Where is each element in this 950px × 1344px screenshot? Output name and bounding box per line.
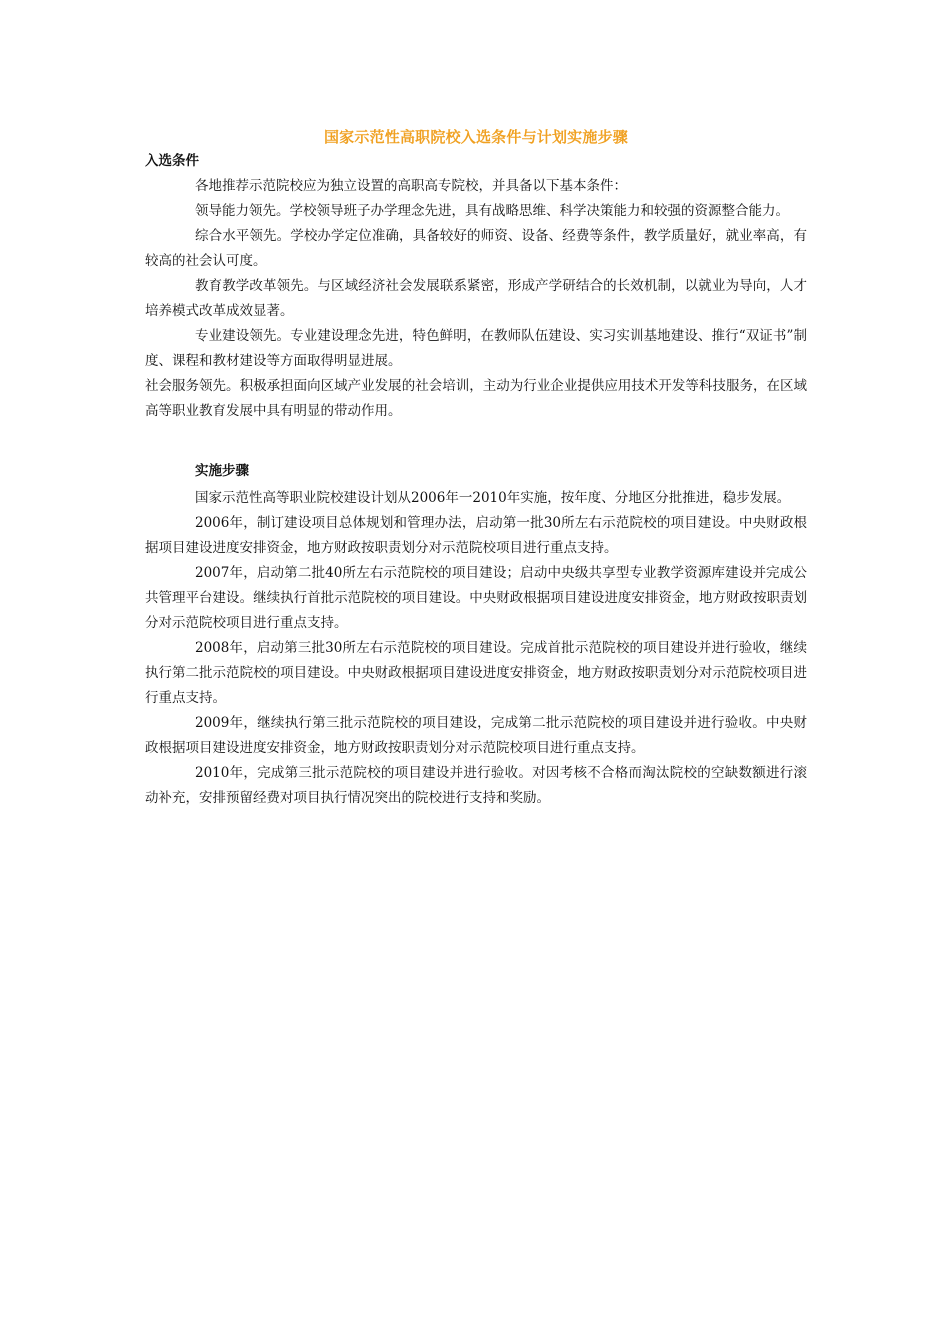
paragraph: 综合水平领先。学校办学定位准确，具备较好的师资、设备、经费等条件，教学质量好，就业率高，有较高的社会认可度。 (145, 228, 807, 269)
paragraph: 各地推荐示范院校应为独立设置的高职高专院校，并具备以下基本条件： (195, 178, 627, 194)
paragraph: 2008年，启动第三批30所左右示范院校的项目建设。完成首批示范院校的项目建设并进行验收，继续执行第二批示范院校的项目建设。中央财政根据项目建设进度安排资金，地方财政按职责划分对示范院校项目进行重点支持。 (145, 640, 807, 706)
section-spacer (145, 424, 807, 460)
paragraph: 2010年，完成第三批示范院校的项目建设并进行验收。对因考核不合格而淘汰院校的空缺数额进行滚动补充，安排预留经费对项目执行情况突出的院校进行支持和奖励。 (145, 765, 807, 806)
section-heading-steps: 实施步骤 (195, 463, 249, 479)
document-title: 国家示范性高职院校入选条件与计划实施步骤 (323, 128, 628, 146)
steps-body (145, 486, 807, 811)
paragraph: 专业建设领先。专业建设理念先进，特色鲜明，在教师队伍建设、实习实训基地建设、推行“双证书”制度、课程和教材建设等方面取得明显进展。 (145, 328, 807, 369)
criteria-body (145, 174, 807, 424)
document-page (145, 124, 807, 811)
section-heading-criteria: 入选条件 (145, 153, 199, 169)
paragraph: 2009年，继续执行第三批示范院校的项目建设，完成第二批示范院校的项目建设并进行验收。中央财政根据项目建设进度安排资金，地方财政按职责划分对示范院校项目进行重点支持。 (145, 715, 807, 756)
paragraph: 社会服务领先。积极承担面向区域产业发展的社会培训，主动为行业企业提供应用技术开发等科技服务，在区域高等职业教育发展中具有明显的带动作用。 (145, 378, 807, 419)
paragraph: 教育教学改革领先。与区域经济社会发展联系紧密，形成产学研结合的长效机制，以就业为导向，人才培养模式改革成效显著。 (145, 278, 807, 319)
paragraph: 国家示范性高等职业院校建设计划从2006年一2010年实施，按年度、分地区分批推进，稳步发展。 (195, 490, 791, 506)
paragraph: 2007年，启动第二批40所左右示范院校的项目建设；启动中央级共享型专业教学资源库建设并完成公共管理平台建设。继续执行首批示范院校的项目建设。中央财政根据项目建设进度安排资金，地方财政按职责划分对示范院校项目进行重点支持。 (145, 565, 807, 631)
paragraph: 2006年，制订建设项目总体规划和管理办法，启动第一批30所左右示范院校的项目建设。中央财政根据项目建设进度安排资金，地方财政按职责划分对示范院校项目进行重点支持。 (145, 515, 807, 556)
paragraph: 领导能力领先。学校领导班子办学理念先进，具有战略思维、科学决策能力和较强的资源整合能力。 (195, 203, 789, 219)
